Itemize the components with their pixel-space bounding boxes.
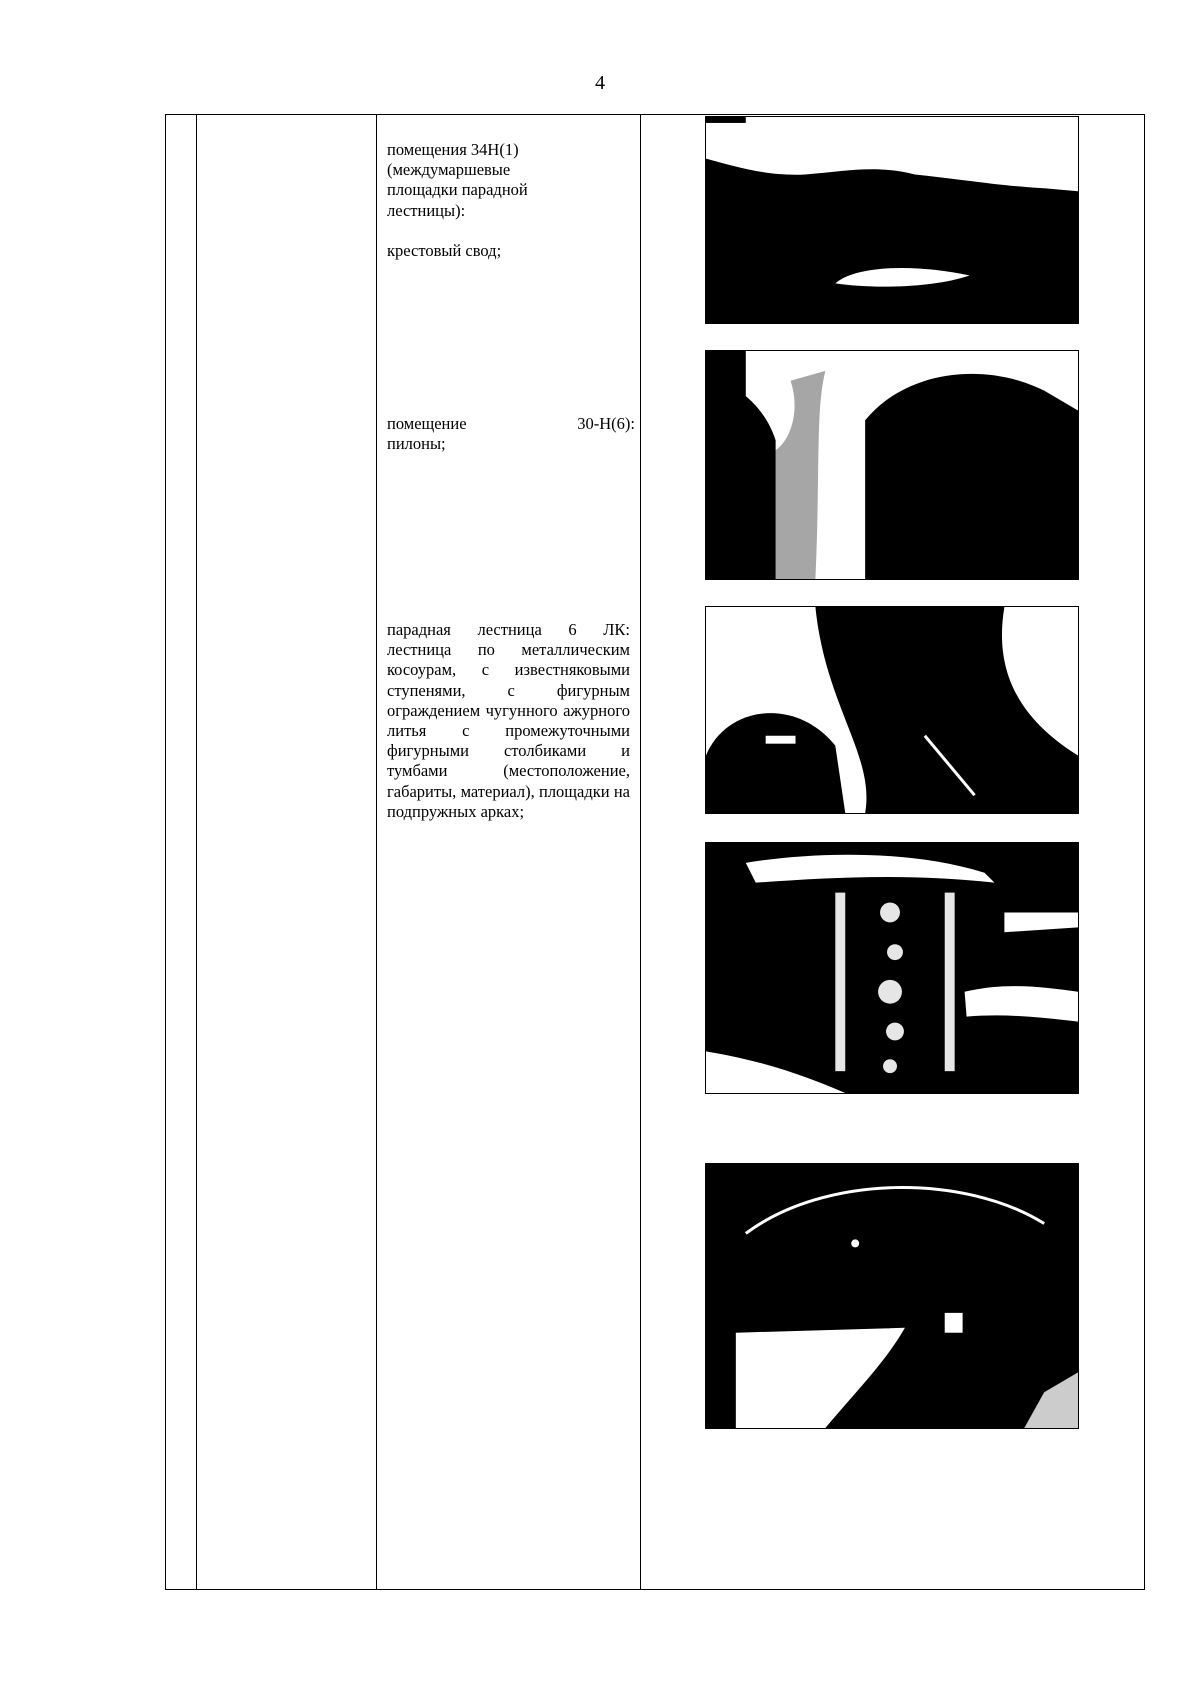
entry-text: парадная лестница 6 ЛК: лестница по металлическим косоурам, с известняковыми ступенями, с фигурным ограждением чугунного ажурного литья с промежуточными фигурными столбиками и тумбами (местоположение, габариты, материал), площадки на подпружных арках;: [387, 620, 630, 821]
arch-landing-photo: [705, 1163, 1079, 1429]
entry-heading-line: лестницы):: [387, 200, 466, 220]
pylons-photo: [705, 350, 1079, 580]
entry-item: пилоны;: [387, 434, 446, 454]
entry-room-30n6: [387, 414, 635, 454]
cast-iron-railing-photo: [705, 842, 1079, 1094]
column-divider-2: [376, 115, 377, 1589]
column-divider-1: [196, 115, 197, 1589]
column-divider-3: [640, 115, 641, 1589]
entry-heading-line: помещения 34Н(1): [387, 140, 519, 159]
entry-heading-left: помещение: [387, 414, 467, 433]
cast-iron-railing-image: [706, 843, 1078, 1093]
staircase-landing-photo: [705, 606, 1079, 814]
entry-item: крестовый свод;: [387, 240, 502, 260]
entry-heading-row: [387, 414, 635, 434]
entry-heading-line: площадки парадной: [387, 180, 528, 200]
staircase-landing-image: [706, 607, 1078, 813]
entry-stair-landings: [387, 140, 635, 261]
cross-vault-photo: [705, 116, 1079, 324]
entry-heading-right: 30-Н(6):: [577, 414, 635, 433]
pylons-image: [706, 351, 1078, 579]
arch-landing-image: [706, 1164, 1078, 1428]
entry-staircase: [387, 620, 630, 822]
cross-vault-image: [706, 117, 1078, 323]
page-number: 4: [595, 72, 605, 94]
entry-heading-line: (междумаршевые: [387, 160, 511, 180]
